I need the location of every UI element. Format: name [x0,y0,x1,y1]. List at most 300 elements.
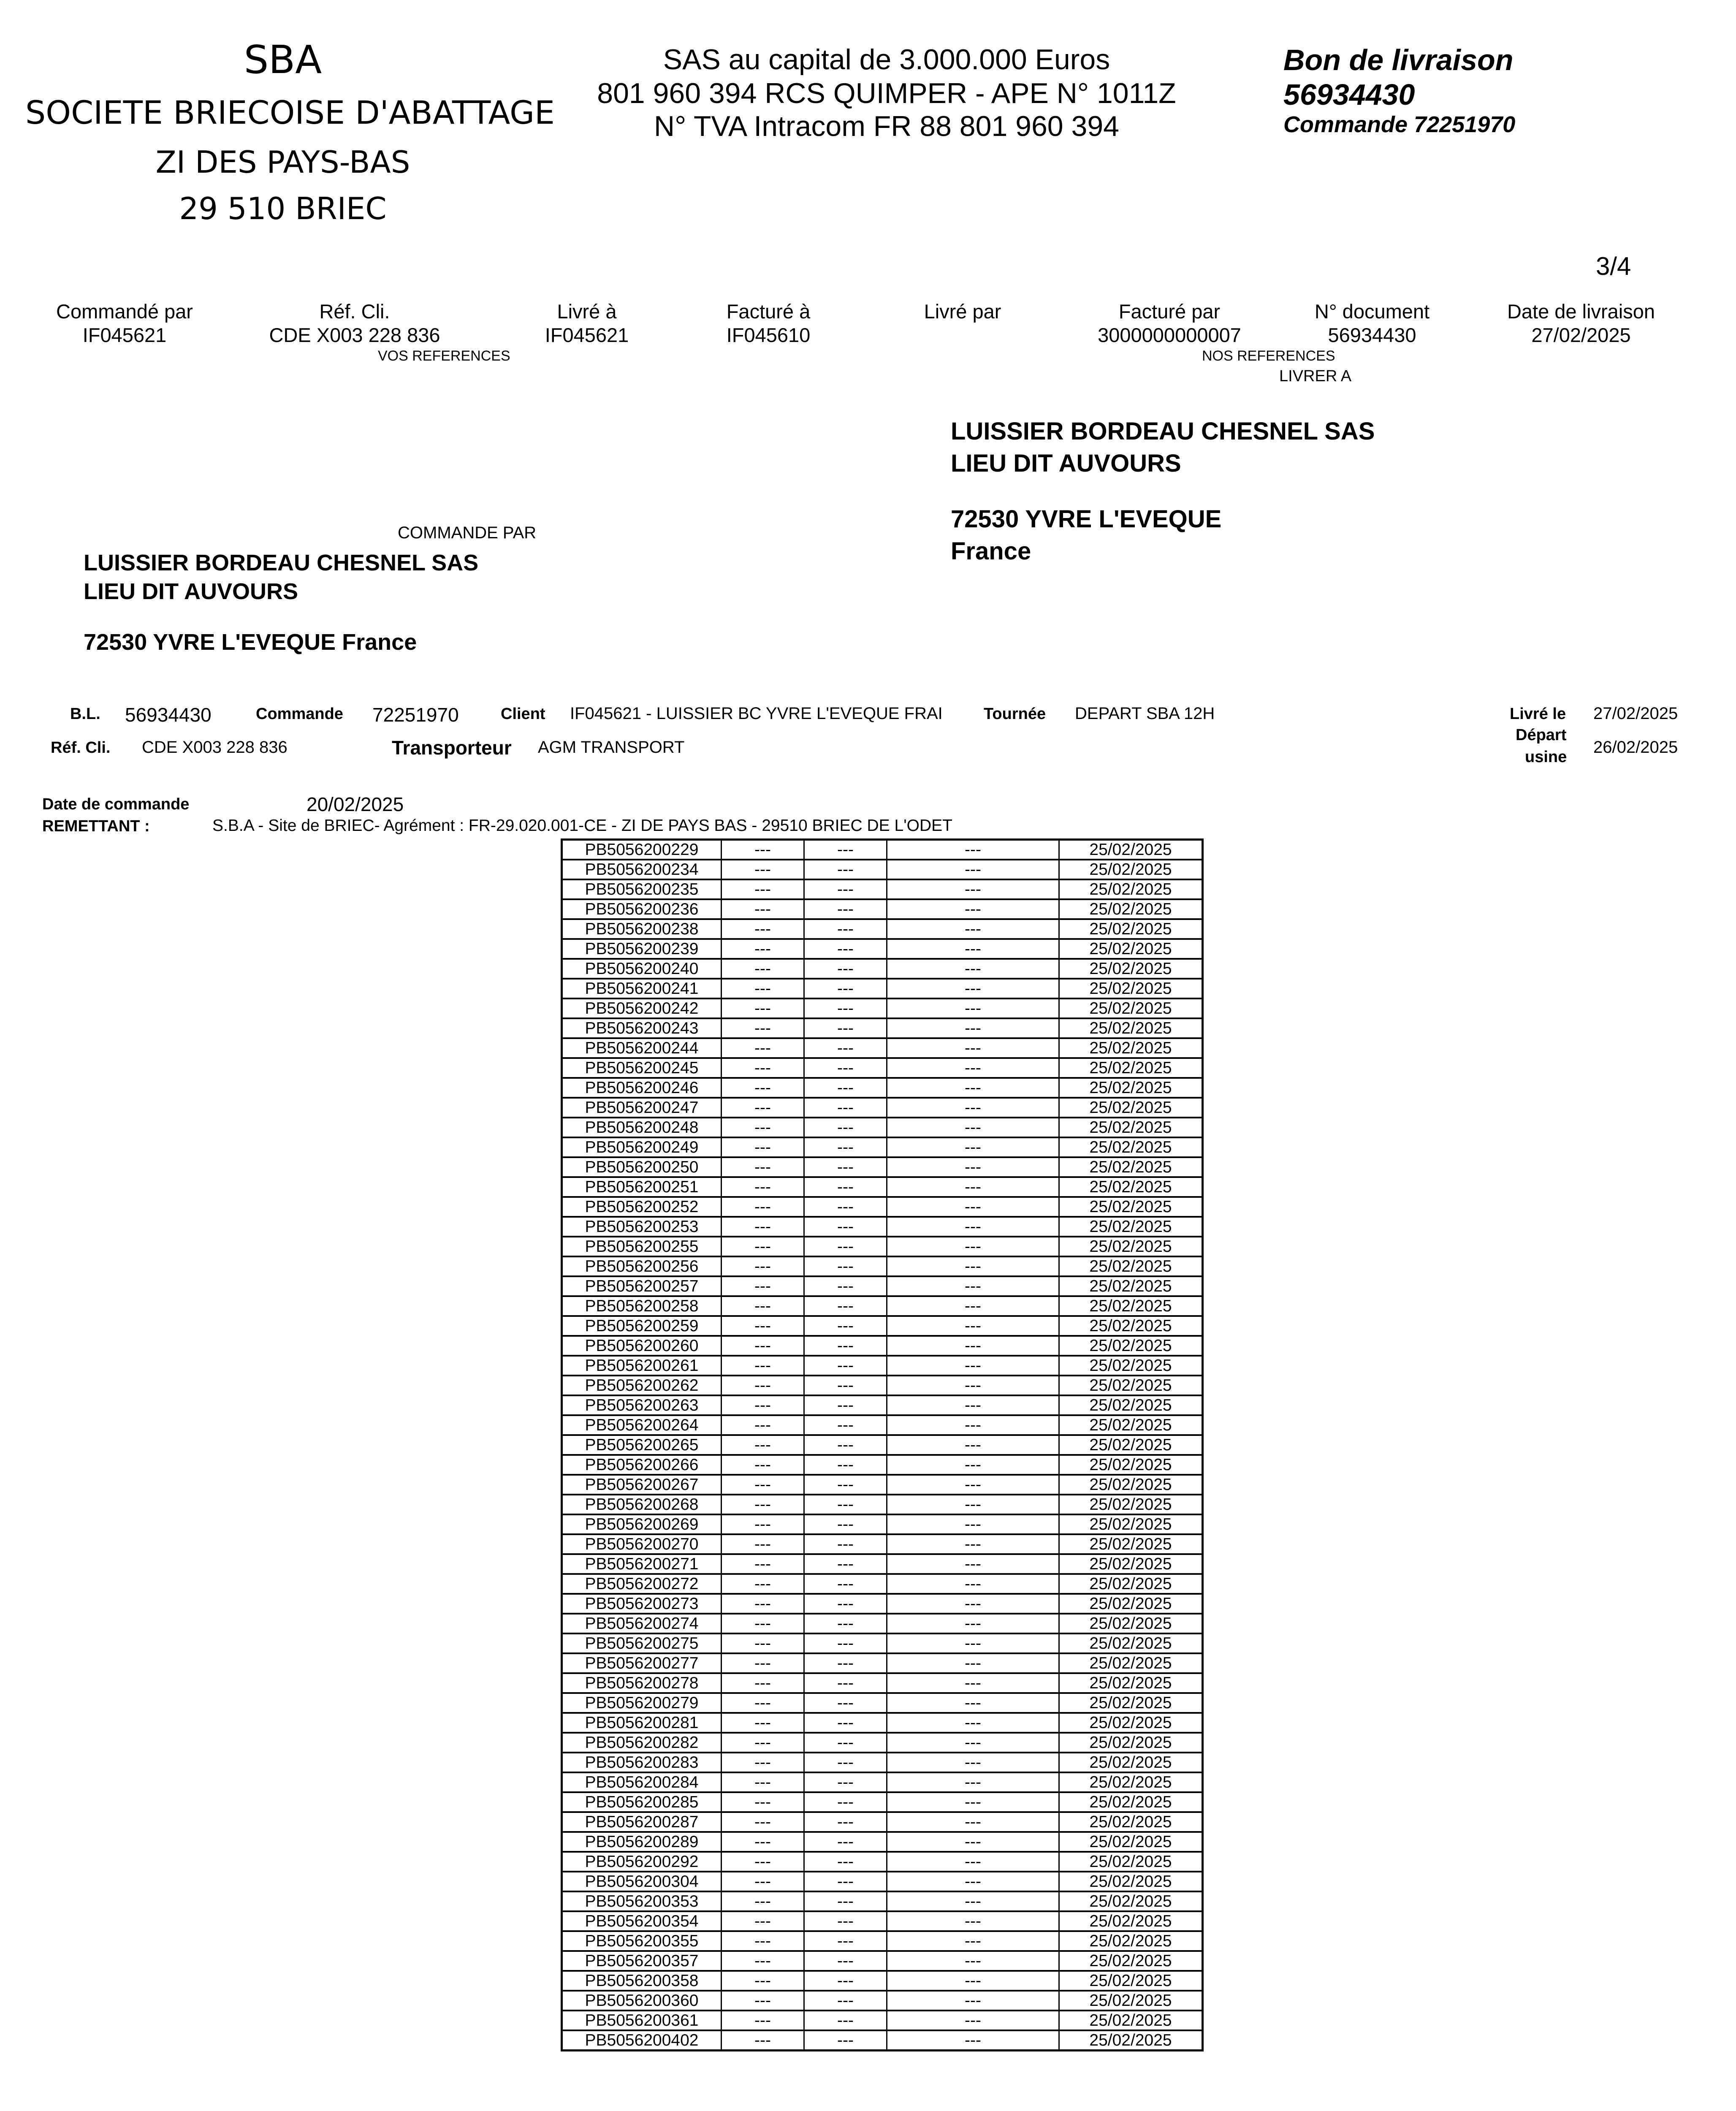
table-row [562,1753,1203,1772]
line-code: PB5056200353 [562,1891,722,1911]
table-row [562,959,1203,979]
line-date: 25/02/2025 [1059,1038,1203,1058]
table-row [562,1951,1203,1971]
line-placeholder: --- [804,1633,887,1653]
line-placeholder: --- [804,919,887,939]
line-date: 25/02/2025 [1059,1554,1203,1574]
line-date: 25/02/2025 [1059,1435,1203,1455]
table-row [562,1792,1203,1812]
table-row [562,1217,1203,1237]
line-date: 25/02/2025 [1059,1495,1203,1514]
line-placeholder: --- [887,1455,1059,1475]
line-code: PB5056200242 [562,999,722,1018]
delivery-street: LIEU DIT AUVOURS [951,450,1181,477]
line-placeholder: --- [722,1931,804,1951]
table-row [562,2030,1203,2051]
table-row [562,1157,1203,1177]
ref-facture-par-value: 3000000000007 [1098,324,1241,346]
line-placeholder: --- [804,2030,887,2051]
table-row [562,1891,1203,1911]
line-placeholder: --- [722,1991,804,2011]
line-code: PB5056200287 [562,1812,722,1832]
info-tournee-value: DEPART SBA 12H [1075,704,1215,723]
table-row [562,1137,1203,1157]
table-row [562,1276,1203,1296]
line-placeholder: --- [722,959,804,979]
line-code: PB5056200274 [562,1614,722,1633]
table-row [562,1673,1203,1693]
line-placeholder: --- [722,1713,804,1733]
line-date: 25/02/2025 [1059,860,1203,879]
line-code: PB5056200236 [562,899,722,919]
ref-commande-par-label: Commandé par [56,300,193,323]
ref-facture-par [1081,300,1258,347]
line-placeholder: --- [804,1177,887,1197]
ref-facture-a-value: IF045610 [726,324,811,346]
line-date: 25/02/2025 [1059,1633,1203,1653]
line-date: 25/02/2025 [1059,999,1203,1018]
info-ref-cli-value: CDE X003 228 836 [142,738,288,757]
line-placeholder: --- [804,1415,887,1435]
line-placeholder: --- [887,1177,1059,1197]
line-code: PB5056200246 [562,1078,722,1098]
line-placeholder: --- [804,1574,887,1594]
table-row [562,1772,1203,1792]
ordered-by-street: LIEU DIT AUVOURS [84,579,298,604]
line-date: 25/02/2025 [1059,1356,1203,1376]
table-row [562,1018,1203,1038]
line-placeholder: --- [887,1653,1059,1673]
info-tournee-label: Tournée [984,705,1046,723]
line-placeholder: --- [887,1058,1059,1078]
line-placeholder: --- [722,1058,804,1078]
table-row [562,1356,1203,1376]
line-code: PB5056200279 [562,1693,722,1713]
table-row [562,1713,1203,1733]
company-city: 29 510 BRIEC [179,191,387,226]
line-date: 25/02/2025 [1059,1276,1203,1296]
line-code: PB5056200265 [562,1435,722,1455]
line-placeholder: --- [804,1276,887,1296]
line-placeholder: --- [722,919,804,939]
line-placeholder: --- [804,1058,887,1078]
table-row [562,1991,1203,2011]
line-placeholder: --- [887,1217,1059,1237]
table-row [562,1852,1203,1872]
table-row [562,939,1203,959]
company-name: SOCIETE BRIECOISE D'ABATTAGE [25,94,555,131]
ref-livre-a [519,300,654,347]
info-bl-label: B.L. [70,705,100,723]
line-placeholder: --- [887,1891,1059,1911]
table-row [562,899,1203,919]
table-row [562,1832,1203,1852]
info-remettant-label: REMETTANT : [42,817,150,835]
line-placeholder: --- [722,1078,804,1098]
line-placeholder: --- [887,1733,1059,1753]
line-placeholder: --- [887,919,1059,939]
line-date: 25/02/2025 [1059,1971,1203,1991]
line-placeholder: --- [804,1753,887,1772]
lines-table [561,838,1204,2051]
ref-livre-par-label: Livré par [924,300,1001,323]
line-placeholder: --- [804,1376,887,1395]
line-code: PB5056200402 [562,2030,722,2051]
line-placeholder: --- [887,1495,1059,1514]
line-code: PB5056200229 [562,840,722,860]
table-row [562,1296,1203,1316]
line-date: 25/02/2025 [1059,1475,1203,1495]
line-date: 25/02/2025 [1059,1991,1203,2011]
line-date: 25/02/2025 [1059,1931,1203,1951]
line-placeholder: --- [804,979,887,999]
doc-order: Commande 72251970 [1283,112,1516,137]
info-commande-value: 72251970 [372,704,459,726]
legal-line3: N° TVA Intracom FR 88 801 960 394 [654,110,1119,142]
line-placeholder: --- [804,1733,887,1753]
line-placeholder: --- [722,1733,804,1753]
table-row [562,2011,1203,2030]
line-placeholder: --- [887,1435,1059,1455]
line-placeholder: --- [722,1951,804,1971]
line-placeholder: --- [887,1951,1059,1971]
line-code: PB5056200278 [562,1673,722,1693]
ordered-by-label: COMMANDE PAR [398,524,537,542]
line-placeholder: --- [804,1435,887,1455]
line-code: PB5056200248 [562,1118,722,1137]
line-placeholder: --- [887,1098,1059,1118]
line-placeholder: --- [887,1078,1059,1098]
line-placeholder: --- [804,1991,887,2011]
ref-facture-par-label: Facturé par [1118,300,1221,323]
line-placeholder: --- [722,1574,804,1594]
table-row [562,1038,1203,1058]
info-date-commande-value: 20/02/2025 [307,793,404,815]
line-placeholder: --- [887,1594,1059,1614]
line-placeholder: --- [887,1336,1059,1356]
line-placeholder: --- [804,1554,887,1574]
line-code: PB5056200267 [562,1475,722,1495]
line-placeholder: --- [722,1395,804,1415]
line-date: 25/02/2025 [1059,1256,1203,1276]
line-placeholder: --- [887,1118,1059,1137]
line-placeholder: --- [887,1475,1059,1495]
line-date: 25/02/2025 [1059,1157,1203,1177]
table-row [562,860,1203,879]
line-placeholder: --- [722,860,804,879]
line-code: PB5056200255 [562,1237,722,1256]
line-date: 25/02/2025 [1059,1594,1203,1614]
line-placeholder: --- [722,1495,804,1514]
line-placeholder: --- [887,1395,1059,1415]
line-placeholder: --- [722,979,804,999]
table-row [562,1078,1203,1098]
line-placeholder: --- [804,1653,887,1673]
info-depart-label: Départ [1516,726,1567,744]
line-placeholder: --- [887,899,1059,919]
line-placeholder: --- [804,1356,887,1376]
legal-line1: SAS au capital de 3.000.000 Euros [663,43,1110,76]
line-placeholder: --- [722,1197,804,1217]
line-placeholder: --- [804,999,887,1018]
line-placeholder: --- [804,1157,887,1177]
line-placeholder: --- [804,1237,887,1256]
line-placeholder: --- [804,1455,887,1475]
line-code: PB5056200249 [562,1137,722,1157]
line-placeholder: --- [722,1534,804,1554]
line-placeholder: --- [722,1633,804,1653]
line-placeholder: --- [804,1316,887,1336]
line-placeholder: --- [722,1237,804,1256]
info-bl-value: 56934430 [125,704,212,726]
info-commande-label: Commande [256,705,343,723]
line-placeholder: --- [722,1673,804,1693]
line-placeholder: --- [887,1772,1059,1792]
ref-ref-cli [245,300,464,347]
line-code: PB5056200251 [562,1177,722,1197]
line-placeholder: --- [887,1812,1059,1832]
line-code: PB5056200262 [562,1376,722,1395]
table-row [562,1098,1203,1118]
line-date: 25/02/2025 [1059,1792,1203,1812]
line-code: PB5056200235 [562,879,722,899]
ref-livre-a-value: IF045621 [545,324,629,346]
line-placeholder: --- [722,1316,804,1336]
line-placeholder: --- [722,1157,804,1177]
line-date: 25/02/2025 [1059,1316,1203,1336]
line-placeholder: --- [722,1455,804,1475]
line-placeholder: --- [804,1137,887,1157]
line-placeholder: --- [804,1336,887,1356]
line-placeholder: --- [722,1792,804,1812]
info-date-commande-label: Date de commande [42,795,190,813]
table-row [562,919,1203,939]
info-livre-le-value: 27/02/2025 [1593,704,1678,723]
line-date: 25/02/2025 [1059,1673,1203,1693]
ref-no-document-label: N° document [1314,300,1430,323]
line-date: 25/02/2025 [1059,2011,1203,2030]
line-code: PB5056200357 [562,1951,722,1971]
table-row [562,1574,1203,1594]
lines-body [562,840,1203,2051]
table-row [562,1594,1203,1614]
ref-facture-a [697,300,840,347]
table-row [562,979,1203,999]
table-row [562,1812,1203,1832]
company-abbr: SBA [244,37,322,82]
line-code: PB5056200250 [562,1157,722,1177]
table-row [562,1614,1203,1633]
line-date: 25/02/2025 [1059,1137,1203,1157]
nos-references: NOS REFERENCES [1202,348,1335,364]
line-code: PB5056200273 [562,1594,722,1614]
line-placeholder: --- [722,1217,804,1237]
table-row [562,1177,1203,1197]
line-placeholder: --- [722,1653,804,1673]
line-code: PB5056200234 [562,860,722,879]
line-code: PB5056200284 [562,1772,722,1792]
line-placeholder: --- [804,1475,887,1495]
line-date: 25/02/2025 [1059,1336,1203,1356]
line-placeholder: --- [887,1514,1059,1534]
line-placeholder: --- [804,1038,887,1058]
line-date: 25/02/2025 [1059,1772,1203,1792]
line-placeholder: --- [804,879,887,899]
line-placeholder: --- [887,1832,1059,1852]
line-code: PB5056200257 [562,1276,722,1296]
info-client-label: Client [501,705,545,723]
line-placeholder: --- [722,1256,804,1276]
line-code: PB5056200263 [562,1395,722,1415]
line-placeholder: --- [804,1296,887,1316]
table-row [562,1971,1203,1991]
line-code: PB5056200304 [562,1872,722,1891]
line-placeholder: --- [722,1376,804,1395]
line-placeholder: --- [804,1217,887,1237]
line-placeholder: --- [804,1098,887,1118]
info-depart-usine-value: 26/02/2025 [1593,738,1678,757]
line-placeholder: --- [722,1435,804,1455]
line-placeholder: --- [804,1395,887,1415]
line-date: 25/02/2025 [1059,1197,1203,1217]
line-code: PB5056200271 [562,1554,722,1574]
line-code: PB5056200247 [562,1098,722,1118]
line-code: PB5056200258 [562,1296,722,1316]
line-placeholder: --- [887,1256,1059,1276]
line-placeholder: --- [887,840,1059,860]
line-date: 25/02/2025 [1059,1018,1203,1038]
line-placeholder: --- [804,1951,887,1971]
line-placeholder: --- [804,1693,887,1713]
line-code: PB5056200240 [562,959,722,979]
company-zone: ZI DES PAYS-BAS [155,144,410,180]
line-placeholder: --- [887,1356,1059,1376]
ordered-by-name: LUISSIER BORDEAU CHESNEL SAS [84,550,479,575]
line-placeholder: --- [722,1554,804,1574]
line-date: 25/02/2025 [1059,1753,1203,1772]
line-placeholder: --- [722,1891,804,1911]
line-code: PB5056200239 [562,939,722,959]
line-placeholder: --- [887,1693,1059,1713]
line-placeholder: --- [804,1614,887,1633]
line-placeholder: --- [722,879,804,899]
info-transporteur-label: Transporteur [392,737,512,759]
line-placeholder: --- [722,939,804,959]
line-placeholder: --- [804,939,887,959]
line-placeholder: --- [722,1852,804,1872]
info-livre-le-label: Livré le [1510,705,1566,723]
line-placeholder: --- [887,1792,1059,1812]
line-code: PB5056200238 [562,919,722,939]
table-row [562,1336,1203,1356]
line-placeholder: --- [804,959,887,979]
line-placeholder: --- [887,860,1059,879]
line-placeholder: --- [722,1356,804,1376]
page-number: 3/4 [1596,252,1631,280]
line-date: 25/02/2025 [1059,1455,1203,1475]
table-row [562,1395,1203,1415]
line-placeholder: --- [887,1137,1059,1157]
table-row [562,879,1203,899]
line-date: 25/02/2025 [1059,1376,1203,1395]
line-code: PB5056200275 [562,1633,722,1653]
table-row [562,999,1203,1018]
vos-references: VOS REFERENCES [378,348,510,364]
line-placeholder: --- [887,1872,1059,1891]
ref-date-livraison [1486,300,1676,347]
line-placeholder: --- [804,1078,887,1098]
table-row [562,840,1203,860]
table-row [562,1475,1203,1495]
line-placeholder: --- [887,1038,1059,1058]
ref-commande-par [34,300,215,347]
line-placeholder: --- [722,840,804,860]
line-code: PB5056200354 [562,1911,722,1931]
table-row [562,1534,1203,1554]
line-placeholder: --- [887,1415,1059,1435]
table-row [562,1872,1203,1891]
table-row [562,1653,1203,1673]
line-date: 25/02/2025 [1059,1237,1203,1256]
info-client-value: IF045621 - LUISSIER BC YVRE L'EVEQUE FRAI [570,704,943,723]
line-placeholder: --- [804,1514,887,1534]
delivery-name: LUISSIER BORDEAU CHESNEL SAS [951,418,1375,445]
line-code: PB5056200261 [562,1356,722,1376]
line-placeholder: --- [722,1693,804,1713]
line-placeholder: --- [722,1594,804,1614]
table-row [562,1256,1203,1276]
line-date: 25/02/2025 [1059,1177,1203,1197]
line-placeholder: --- [887,1753,1059,1772]
line-placeholder: --- [887,2030,1059,2051]
line-placeholder: --- [887,1614,1059,1633]
line-placeholder: --- [804,2011,887,2030]
line-date: 25/02/2025 [1059,1852,1203,1872]
line-placeholder: --- [722,1098,804,1118]
line-date: 25/02/2025 [1059,1296,1203,1316]
line-placeholder: --- [887,1971,1059,1991]
ref-livre-par [895,300,1030,323]
info-ref-cli-label: Réf. Cli. [51,739,111,757]
line-placeholder: --- [804,1197,887,1217]
line-placeholder: --- [722,1137,804,1157]
line-code: PB5056200281 [562,1713,722,1733]
line-code: PB5056200282 [562,1733,722,1753]
line-placeholder: --- [804,1534,887,1554]
line-date: 25/02/2025 [1059,1653,1203,1673]
line-code: PB5056200272 [562,1574,722,1594]
ref-no-document-value: 56934430 [1328,324,1416,346]
line-date: 25/02/2025 [1059,879,1203,899]
line-placeholder: --- [804,840,887,860]
line-placeholder: --- [722,1514,804,1534]
line-placeholder: --- [722,1177,804,1197]
line-code: PB5056200260 [562,1336,722,1356]
table-row [562,1931,1203,1951]
line-code: PB5056200358 [562,1971,722,1991]
line-code: PB5056200270 [562,1534,722,1554]
line-placeholder: --- [722,999,804,1018]
line-placeholder: --- [887,1931,1059,1951]
ref-ref-cli-label: Réf. Cli. [319,300,390,323]
line-placeholder: --- [722,2030,804,2051]
line-date: 25/02/2025 [1059,2030,1203,2051]
line-placeholder: --- [887,1018,1059,1038]
line-date: 25/02/2025 [1059,1733,1203,1753]
line-placeholder: --- [887,1713,1059,1733]
line-date: 25/02/2025 [1059,1951,1203,1971]
line-placeholder: --- [887,1991,1059,2011]
